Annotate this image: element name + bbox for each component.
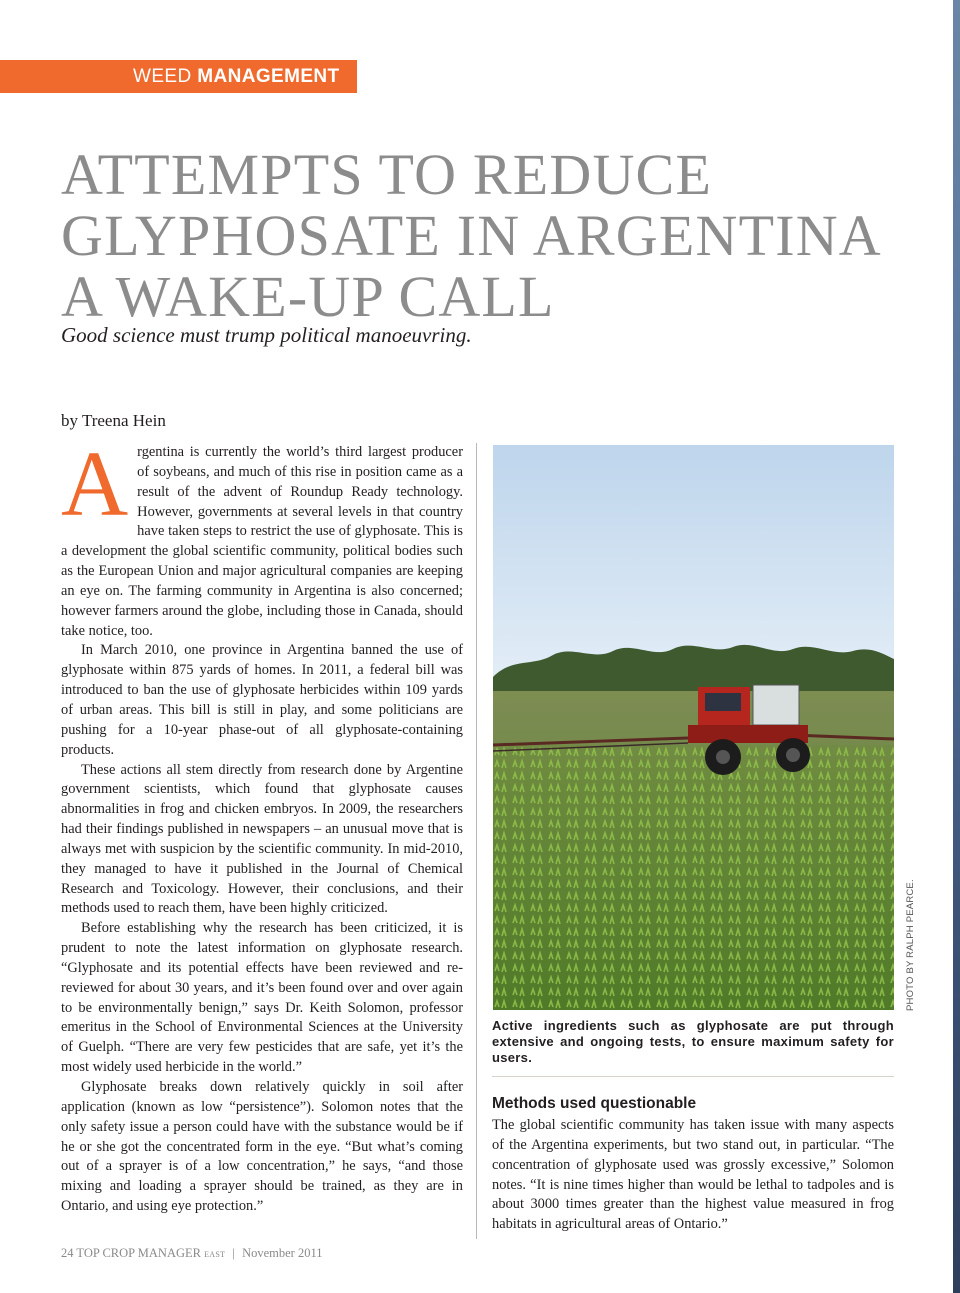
article-body-left-column: [61, 433, 463, 1217]
headline-line-3: A WAKE-UP CALL: [61, 264, 555, 329]
page-edge-strip: [953, 0, 960, 1293]
article-paragraph-1-text: rgentina is currently the world’s third largest producer of soybeans, and much of this rise in position came as a result of the advent of Roundup Ready technology. However, governments at several levels in that country have taken steps to restrict the use of glyphosate. This is a development the global scientific community, political bodies such as the European Union and major agricultural companies are keeping an eye on. The farming community in Argentina is also concerned; however farmers around the globe, including those in Canada, should take notice, too.: [61, 444, 463, 639]
article-headline: [61, 144, 941, 327]
magazine-name: TOP CROP MANAGER: [76, 1246, 201, 1260]
article-deck: Good science must trump political manoeuvring.: [61, 323, 472, 347]
article-paragraph-4: Before establishing why the research has been criticized, it is prudent to note the latest information on glyphosate research. “Glyphosate and its potential effects have been reviewed and re-reviewed for about 30 years, and it’s been found over and over again to be environmentally benign,” says Dr. Keith Solomon, professor emeritus in the School of Environmental Sciences at the University of Guelph. “There are very few pesticides that are safe, yet it’s the most widely used herbicide in the world.”: [61, 920, 463, 1076]
photo-credit: PHOTO BY RALPH PEARCE.: [905, 879, 916, 1011]
article-body-right-column: The global scientific community has taken issue with many aspects of the Argentina experiments, but two stand out, in particular. “The concentration of glyphosate used was grossly excessive,” Solomon notes. “It is nine times higher than would be lethal to tadpoles and is about 3000 times greater than the highest value measured in frog habitats in agricultural areas of Ontario.”: [492, 1117, 894, 1233]
subheading-methods: Methods used questionable: [492, 1095, 697, 1112]
issue-date: November 2011: [242, 1246, 323, 1260]
article-paragraph-3: These actions all stem directly from research done by Argentine government scientists, which found that glyphosate causes abnormalities in frog and chicken embryos. In 2009, the researchers had their findings published in newspapers – an unusual move that is always met with suspicion by the scientific community. In mid-2010, they managed to have it published in the Journal of Chemical Research and Toxicology. However, their conclusions, and their methods used to reach them, have been highly criticized.: [61, 761, 463, 917]
magazine-edition: EAST: [204, 1250, 226, 1259]
section-label-light: WEED: [133, 66, 198, 87]
article-paragraph-2: In March 2010, one province in Argentina banned the use of glyphosate within 875 yards of homes. In 2011, a federal bill was introduced to ban the use of glyphosate herbicides within 109 yards of urban areas. This bill is still in play, and some politicians are pushing for a 10-year phase-out of all glyphosate-containing products.: [61, 642, 463, 758]
drop-cap: A: [61, 433, 129, 536]
caption-divider: [492, 1076, 894, 1077]
page-number: 24: [61, 1246, 74, 1260]
section-label: [0, 60, 357, 93]
article-paragraph-5: Glyphosate breaks down relatively quickly in soil after application (known as low “persistence”). Solomon notes that the only safety issue a person could have with the substance would be if he or she got the concentrated form in the eye. “But what’s coming out of a sprayer is of a low concentration,” he says, “and those mixing and loading a sprayer should be trained, as they are in Ontario, and using eye protection.”: [61, 1079, 463, 1215]
footer-separator: |: [232, 1246, 235, 1260]
sprayer-field-photo: [493, 445, 894, 1010]
column-divider: [476, 443, 477, 1239]
photo-caption: Active ingredients such as glyphosate are put through extensive and ongoing tests, to ensure maximum safety for users.: [492, 1018, 894, 1065]
byline: by Treena Hein: [61, 411, 166, 430]
page-footer: [61, 1246, 322, 1261]
headline-line-1: ATTEMPTS TO REDUCE: [61, 142, 713, 207]
headline-line-2: GLYPHOSATE IN ARGENTINA: [61, 203, 882, 268]
article-paragraph-1: [61, 433, 463, 641]
section-label-bold: MANAGEMENT: [197, 66, 340, 87]
